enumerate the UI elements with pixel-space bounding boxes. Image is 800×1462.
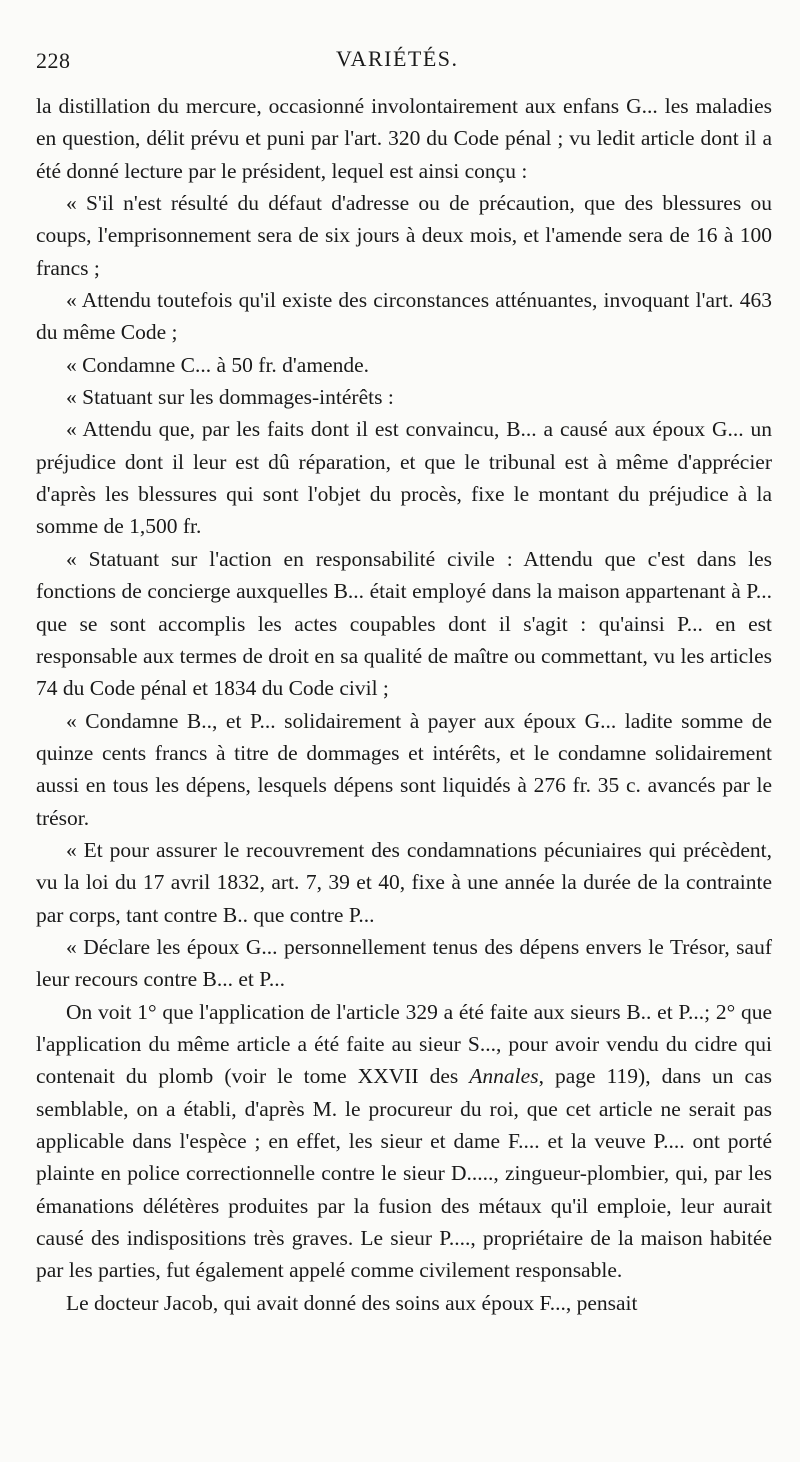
paragraph-5: « Statuant sur les dommages-intérêts : (66, 385, 394, 410)
paragraph-2: « S'il n'est résulté du défaut d'adresse ou de précaution, que des blessures ou coups, l'emprisonnement sera de six jours à deux mois, et l'amende sera de 16 à 100 francs ; (36, 191, 772, 280)
body-text (36, 90, 772, 1319)
paragraph-10: « Déclare les époux G... personnellement tenus des dépens envers le Trésor, sauf leur recours contre B... et P... (36, 934, 772, 992)
paragraph-3: « Attendu toutefois qu'il existe des circonstances atténuantes, invoquant l'art. 463 du même Code ; (36, 288, 772, 345)
page-number: 228 (36, 48, 71, 73)
page-header (36, 44, 770, 78)
paragraph-1: la distillation du mercure, occasionné involontairement aux enfans G... les maladies en question, délit prévu et puni par l'art. 320 du Code pénal ; vu ledit article dont il a été donné lecture par le président, lequel est ainsi conçu : (36, 94, 772, 183)
paragraph-11-part-a: On voit 1° que l'application de l'article 329 a été faite aux sieurs B.. et P...; 2° que l'application du même article a été faite au sieur S..., pour avoir vendu du cidre qui contenait du plomb (voir le tome XXVII des (36, 999, 772, 1089)
paragraph-7: « Statuant sur l'action en responsabilité civile : Attendu que c'est dans les fonctions de concierge auxquelles B... était employé dans la maison appartenant à P... que se sont accomplis les actes coupables dont il s'agit : qu'ainsi P... en est responsable aux termes de droit en sa qualité de maître ou commettant, vu les articles 74 du Code pénal et 1834 du Code civil ; (36, 546, 772, 701)
running-head: VARIÉTÉS. (336, 46, 459, 71)
paragraph-11 (36, 996, 772, 1287)
paragraph-11-part-b: , page 119), dans un cas semblable, on a établi, d'après M. le procureur du roi, que cet article ne serait pas applicable dans l'espèce ; en effet, les sieur et dame F.... et la veuve P.... ont porté plainte en police correctionnelle contre le sieur D....., zingueur-plombier, qui, par les émanations délétères produites par la fusion des métaux qu'il emploie, leur aurait causé des indispositions très graves. Le sieur P...., propriétaire de la maison habitée par les parties, fut également appelé comme civilement responsable. (36, 1064, 773, 1283)
annales-title: Annales (469, 1064, 539, 1089)
paragraph-12: Le docteur Jacob, qui avait donné des soins aux époux F..., pensait (66, 1290, 638, 1315)
paragraph-4: « Condamne C... à 50 fr. d'amende. (66, 352, 370, 377)
paragraph-8: « Condamne B.., et P... solidairement à payer aux époux G... ladite somme de quinze cents francs à titre de dommages et intérêts, et le condamne solidairement aussi en tous les dépens, lesquels dépens sont liquidés à 276 fr. 35 c. avancés par le trésor. (36, 708, 772, 830)
paragraph-6: « Attendu que, par les faits dont il est convaincu, B... a causé aux époux G... un préjudice dont il leur est dû réparation, et que le tribunal est à même d'apprécier d'après les blessures qui sont l'objet du procès, fixe le montant du préjudice à la somme de 1,500 fr. (36, 417, 772, 539)
paragraph-9: « Et pour assurer le recouvrement des condamnations pécuniaires qui précèdent, vu la loi du 17 avril 1832, art. 7, 39 et 40, fixe à une année la durée de la contrainte par corps, tant contre B.. que contre P... (36, 837, 772, 927)
